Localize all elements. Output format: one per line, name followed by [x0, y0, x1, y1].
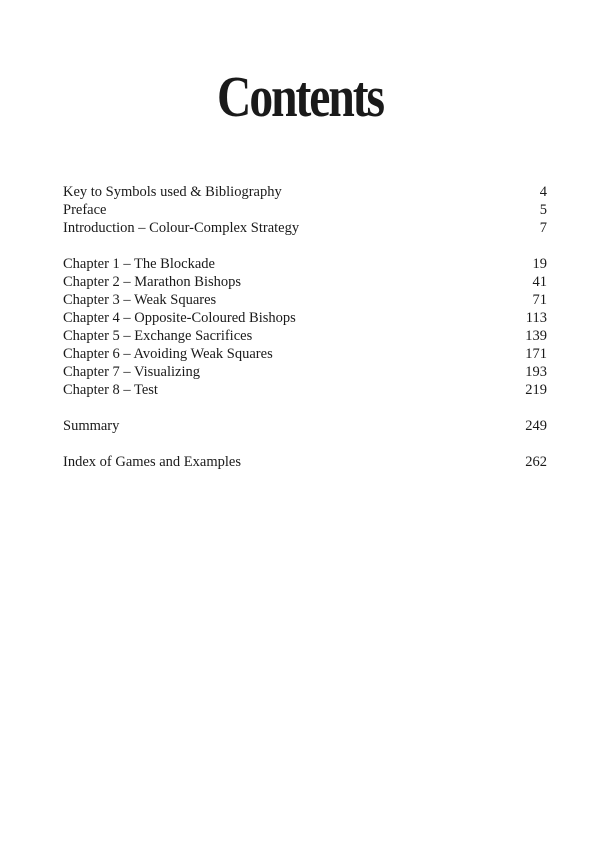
toc-entry-page: 19	[532, 256, 547, 272]
toc-entry-page: 249	[525, 418, 547, 434]
toc-entry-label: Key to Symbols used & Bibliography	[63, 184, 282, 200]
toc-entry-label: Chapter 1 – The Blockade	[63, 256, 215, 272]
toc-entry[interactable]	[63, 327, 547, 345]
toc-entry[interactable]	[63, 345, 547, 363]
toc-entry[interactable]	[63, 183, 547, 201]
toc-entry[interactable]	[63, 309, 547, 327]
toc-entry-label: Chapter 3 – Weak Squares	[63, 292, 217, 308]
toc-entry-label: Chapter 5 – Exchange Sacrifices	[63, 328, 253, 344]
toc-entry[interactable]	[63, 201, 547, 219]
toc-entry-page: 41	[532, 274, 547, 290]
toc-group-front-matter	[63, 183, 547, 237]
toc-entry-label: Chapter 4 – Opposite-Coloured Bishops	[63, 310, 296, 326]
table-of-contents	[63, 183, 547, 489]
toc-group-chapters	[63, 255, 547, 399]
toc-entry[interactable]	[63, 291, 547, 309]
toc-entry-page: 262	[525, 454, 547, 470]
page-title: Contents	[217, 64, 383, 129]
toc-entry-page: 113	[525, 310, 547, 326]
toc-group-index	[63, 453, 547, 471]
toc-entry-page: 219	[525, 382, 547, 398]
toc-entry-label: Preface	[63, 202, 107, 218]
toc-entry[interactable]	[63, 255, 547, 273]
toc-entry[interactable]	[63, 273, 547, 291]
toc-entry-page: 193	[525, 364, 547, 380]
toc-entry-page: 7	[539, 220, 547, 236]
toc-entry-page: 4	[539, 184, 547, 200]
toc-entry-page: 139	[525, 328, 547, 344]
toc-entry-label: Chapter 8 – Test	[63, 382, 158, 398]
toc-entry-label: Chapter 6 – Avoiding Weak Squares	[63, 346, 273, 362]
toc-entry[interactable]	[63, 381, 547, 399]
toc-entry-label: Chapter 7 – Visualizing	[63, 364, 200, 380]
toc-entry[interactable]	[63, 417, 547, 435]
toc-entry-page: 5	[539, 202, 547, 218]
toc-entry-label: Chapter 2 – Marathon Bishops	[63, 274, 242, 290]
toc-entry[interactable]	[63, 219, 547, 237]
toc-entry-label: Summary	[63, 418, 120, 434]
toc-group-summary	[63, 417, 547, 435]
toc-entry-page: 171	[525, 346, 547, 362]
toc-entry-label: Introduction – Colour-Complex Strategy	[63, 220, 300, 236]
toc-entry[interactable]	[63, 363, 547, 381]
toc-entry-label: Index of Games and Examples	[63, 454, 241, 470]
toc-entry[interactable]	[63, 453, 547, 471]
toc-entry-page: 71	[532, 292, 547, 308]
